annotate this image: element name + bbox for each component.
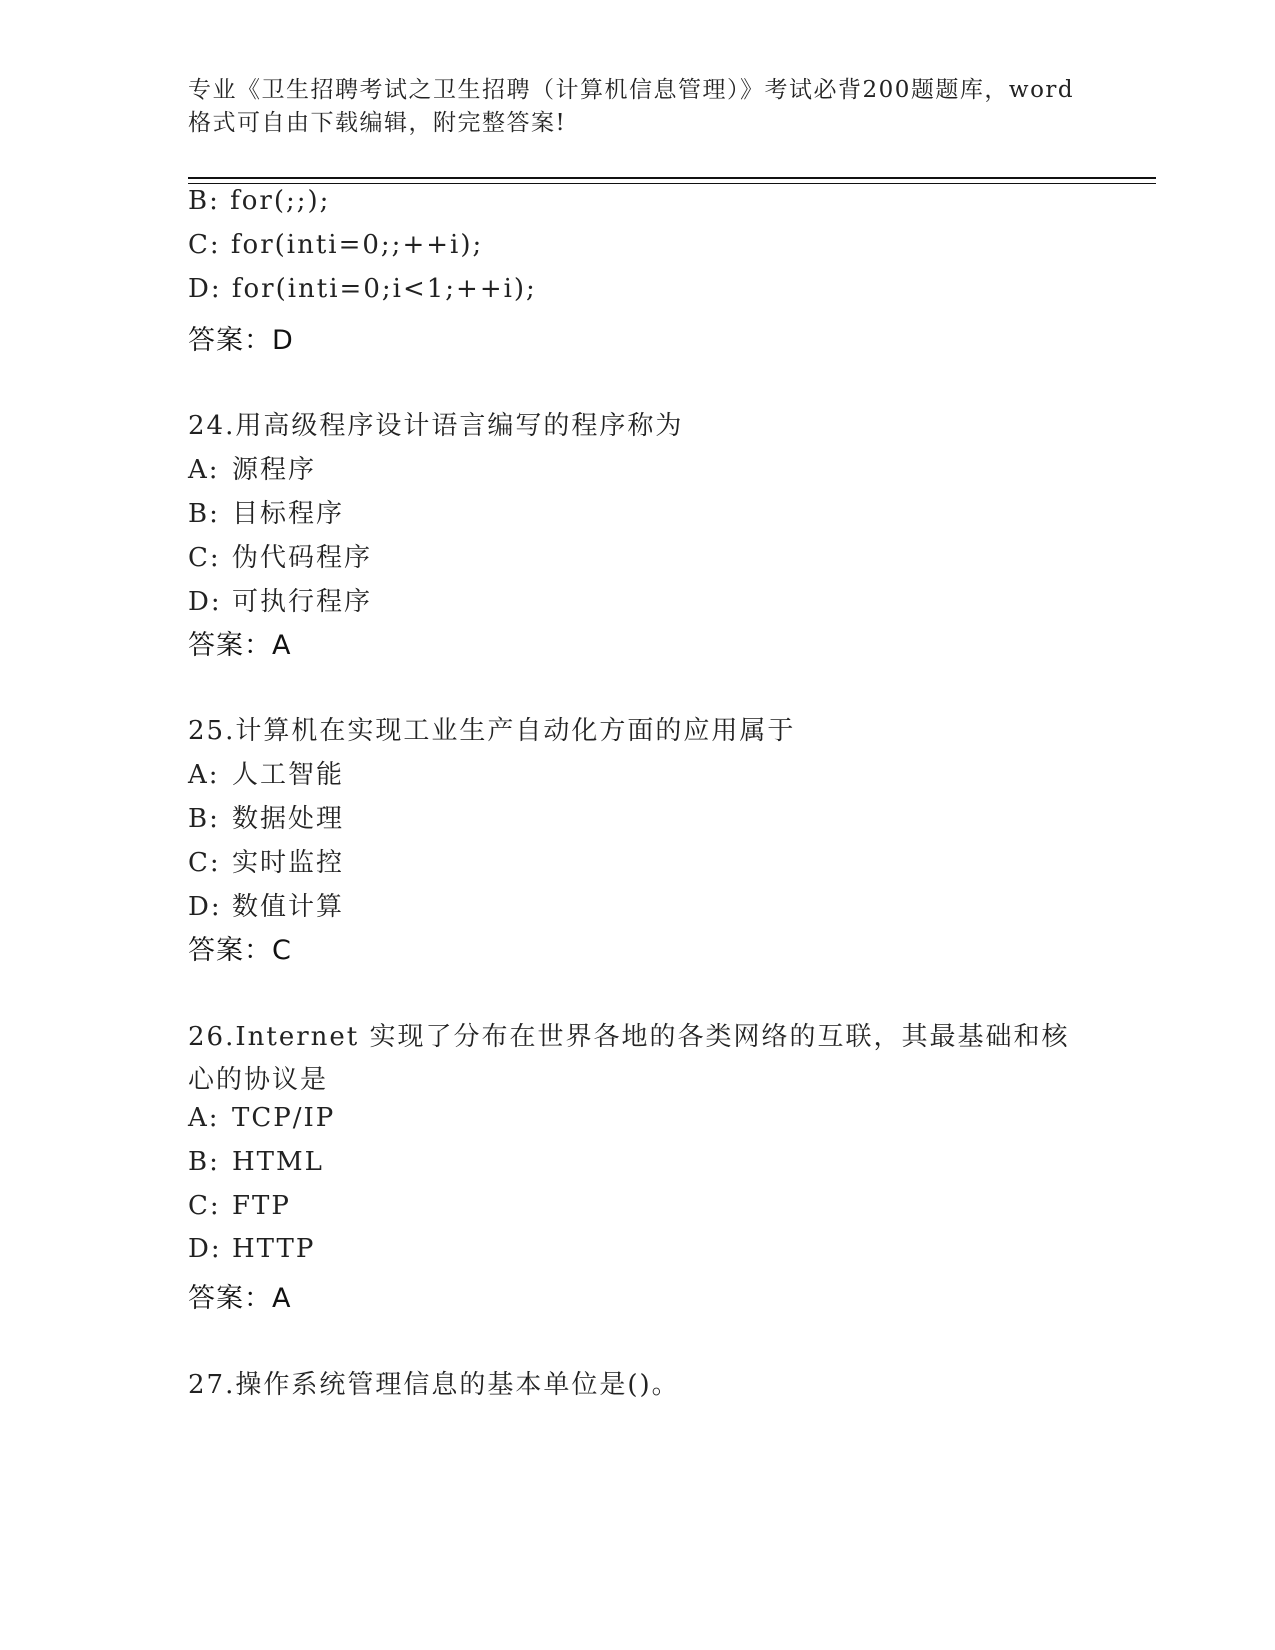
document-header: [188, 74, 1088, 140]
option-key: A:: [188, 1103, 220, 1133]
q23-option-d: D: for(inti=0;i<1;++i);: [188, 274, 537, 304]
option-text: 人工智能: [232, 760, 345, 790]
q24-option-c: [188, 537, 372, 574]
q23-answer: 答案：D: [188, 325, 294, 356]
q26-question-line-1: 26.Internet 实现了分布在世界各地的各类网络的互联，其最基础和核: [188, 1022, 1070, 1052]
option-key: C:: [188, 543, 221, 573]
option-text: HTTP: [232, 1234, 316, 1264]
option-key: C:: [188, 848, 221, 878]
option-text: 可执行程序: [232, 587, 373, 617]
option-text: 伪代码程序: [232, 543, 373, 573]
option-key: B:: [188, 499, 220, 529]
option-key: D:: [188, 1234, 222, 1264]
q25-option-c: [188, 842, 344, 879]
q24-option-a: [188, 449, 316, 486]
q27-question: 27.操作系统管理信息的基本单位是()。: [188, 1370, 680, 1400]
q23-option-b: B: for(;;);: [188, 186, 331, 216]
option-key: A:: [188, 455, 220, 485]
q26-option-d: [188, 1234, 315, 1264]
option-text: 实时监控: [232, 848, 345, 878]
q25-question: 25.计算机在实现工业生产自动化方面的应用属于: [188, 716, 796, 746]
option-key: C:: [188, 1191, 221, 1221]
q24-answer: 答案：A: [188, 630, 292, 661]
option-text: HTML: [232, 1147, 324, 1177]
q25-option-a: [188, 754, 344, 791]
q25-answer: 答案：C: [188, 935, 292, 966]
option-text: 数值计算: [232, 892, 345, 922]
q23-option-c: C: for(inti=0;;++i);: [188, 230, 484, 260]
option-text: TCP/IP: [232, 1103, 336, 1133]
q26-option-c: [188, 1191, 291, 1221]
q24-question: 24.用高级程序设计语言编写的程序称为: [188, 411, 684, 441]
header-rule-thick: [188, 177, 1156, 179]
header-line-2: 格式可自由下载编辑，附完整答案!: [188, 110, 567, 136]
q25-option-d: [188, 886, 344, 923]
option-key: D:: [188, 587, 222, 617]
q24-option-d: [188, 581, 372, 618]
option-key: B:: [188, 804, 220, 834]
q26-answer: 答案：A: [188, 1283, 292, 1314]
option-key: B:: [188, 1147, 220, 1177]
option-key: D:: [188, 892, 222, 922]
option-key: A:: [188, 760, 220, 790]
header-line-1: 专业《卫生招聘考试之卫生招聘（计算机信息管理）》考试必背200题题库，word: [188, 77, 1075, 103]
q26-question-line-2: 心的协议是: [188, 1065, 329, 1095]
option-text: 目标程序: [232, 499, 345, 529]
q25-option-b: [188, 798, 344, 835]
q26-option-b: [188, 1147, 324, 1177]
q24-option-b: [188, 493, 344, 530]
q26-option-a: [188, 1103, 335, 1133]
header-rule-thin: [188, 183, 1156, 184]
option-text: 源程序: [232, 455, 317, 485]
option-text: FTP: [232, 1191, 291, 1221]
option-text: 数据处理: [232, 804, 345, 834]
